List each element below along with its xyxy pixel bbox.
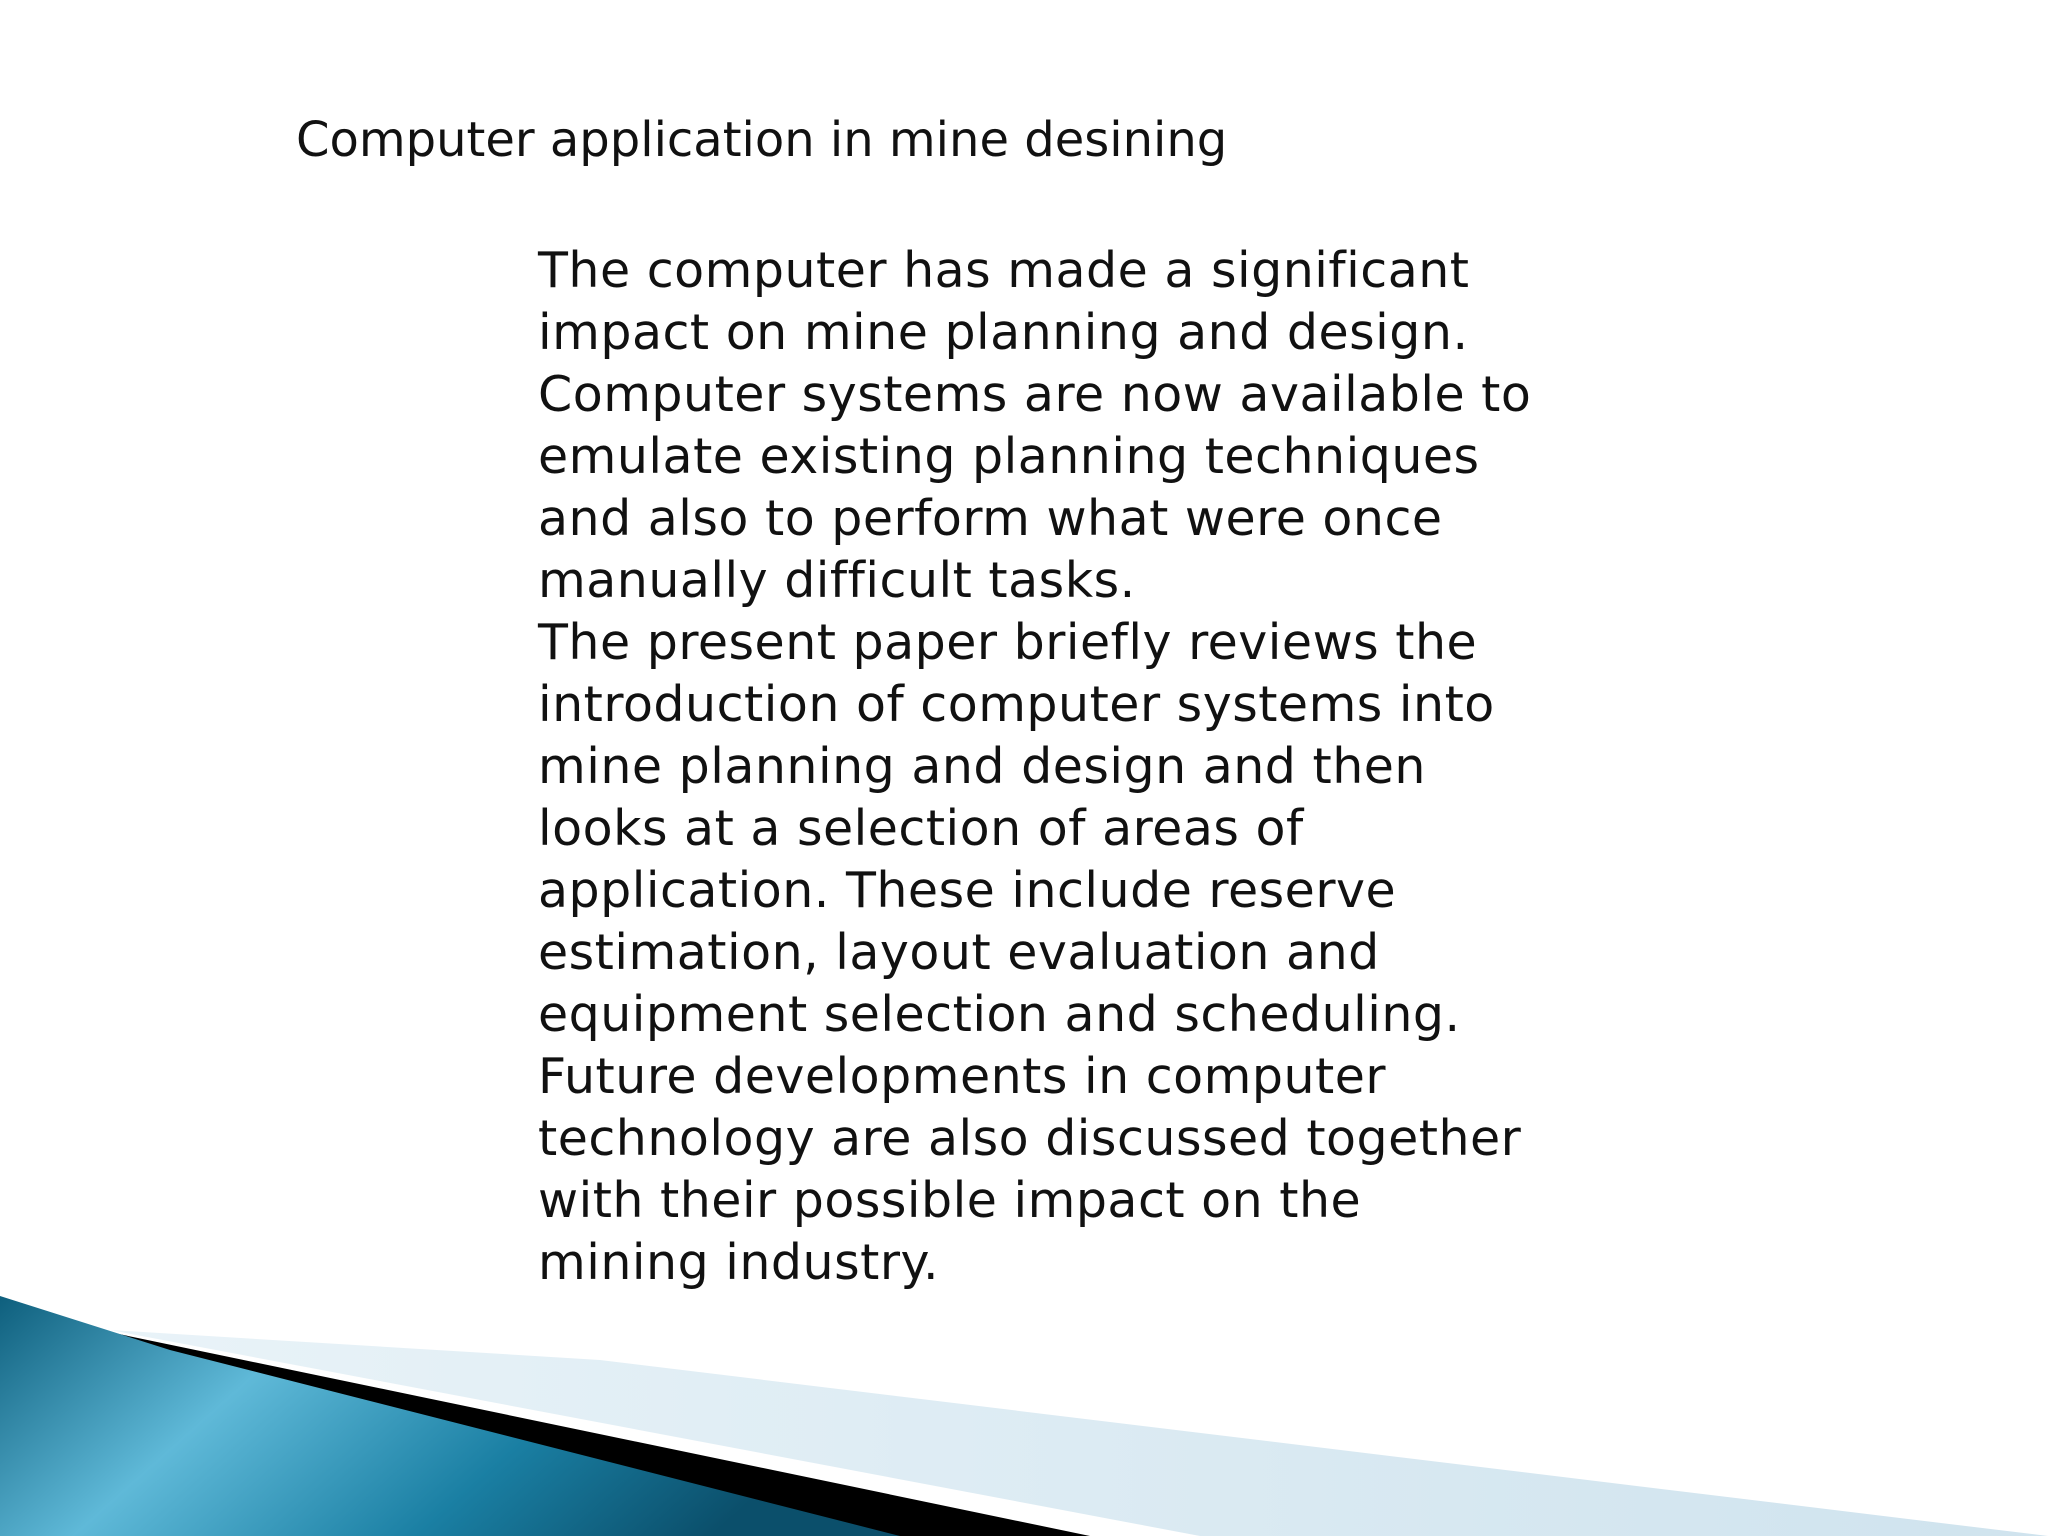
- body-line: technology are also discussed together: [538, 1110, 1522, 1167]
- body-line: introduction of computer systems into: [538, 676, 1495, 733]
- body-line: The present paper briefly reviews the: [538, 614, 1478, 671]
- body-line: The computer has made a significant: [538, 242, 1470, 299]
- body-line: Computer systems are now available to: [538, 366, 1532, 423]
- body-line: impact on mine planning and design.: [538, 304, 1469, 361]
- body-line: manually difficult tasks.: [538, 552, 1136, 609]
- body-line: and also to perform what were once: [538, 490, 1443, 547]
- slide-title: Computer application in mine desining: [296, 112, 1228, 168]
- body-line: mine planning and design and then: [538, 738, 1426, 795]
- body-line: Future developments in computer: [538, 1048, 1387, 1105]
- body-line: emulate existing planning techniques: [538, 428, 1480, 485]
- body-paragraph: [538, 240, 1538, 1294]
- body-line: with their possible impact on the: [538, 1172, 1362, 1229]
- body-line: mining industry.: [538, 1234, 940, 1291]
- body-line: estimation, layout evaluation and: [538, 924, 1380, 981]
- body-line: looks at a selection of areas of: [538, 800, 1304, 857]
- body-line: equipment selection and scheduling.: [538, 986, 1461, 1043]
- body-line: application. These include reserve: [538, 862, 1397, 919]
